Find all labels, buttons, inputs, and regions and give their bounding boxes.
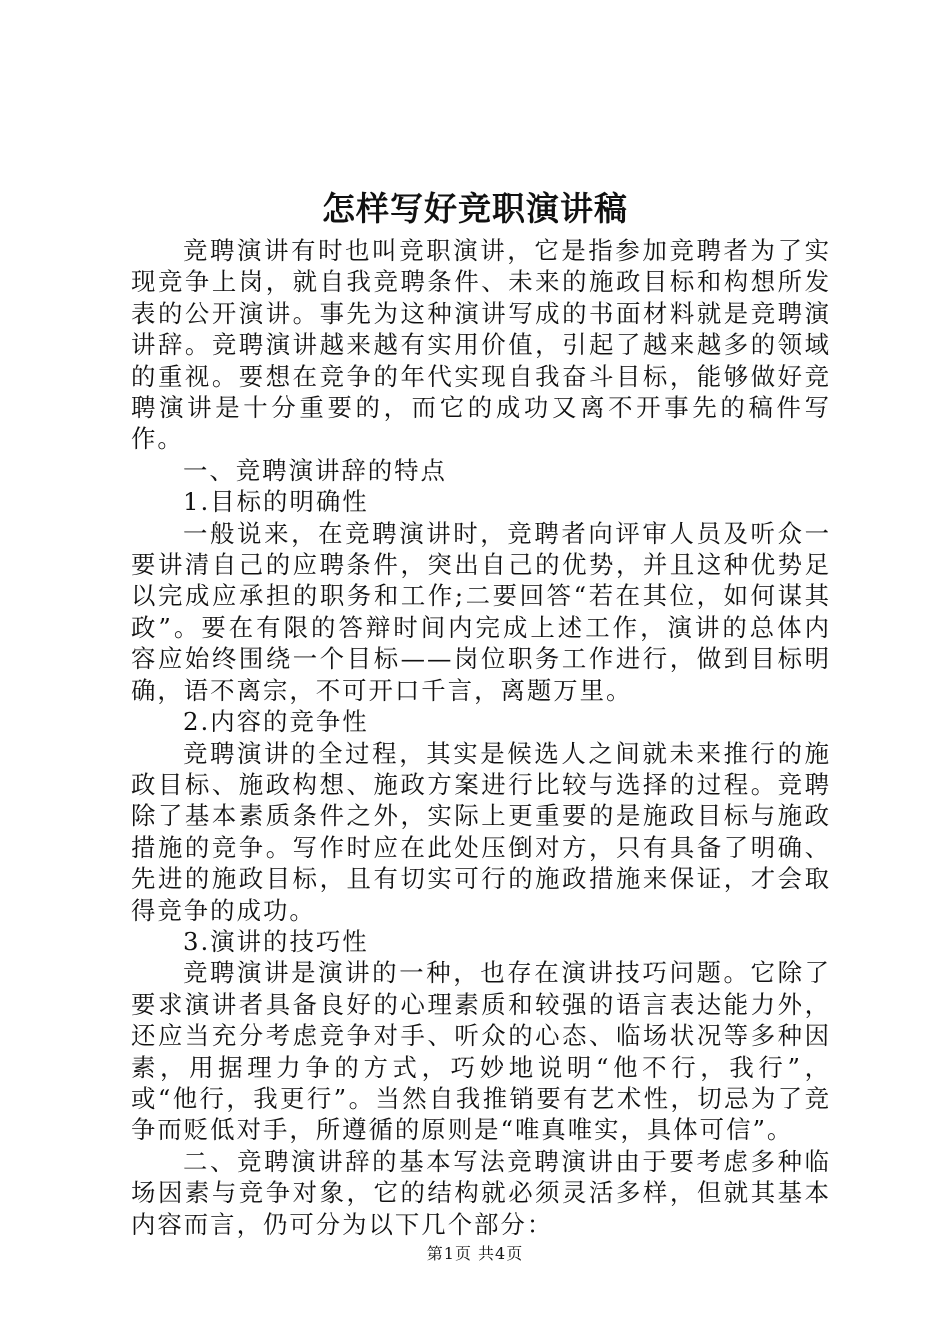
subheading-3: 3.演讲的技巧性 — [183, 926, 369, 956]
page-footer: 第1页 共4页 — [426, 1244, 524, 1263]
paragraph-2: 竞聘演讲的全过程，其实是候选人之间就未来推行的施政目标、施政构想、施政方案进行比较与选择的过程。竞聘除了基本素质条件之外，实际上更重要的是施政目标与施政措施的竞争。写作时应在此处压倒对方，只有具备了明确、先进的施政目标，且有切实可行的施政措施来保证，才会取得竞争的成功。 — [131, 738, 831, 925]
paragraph-intro: 竞聘演讲有时也叫竞职演讲，它是指参加竞聘者为了实现竞争上岗，就自我竞聘条件、未来的施政目标和构想所发表的公开演讲。事先为这种演讲写成的书面材料就是竞聘演讲辞。竞聘演讲越来越有实用价值，引起了越来越多的领域的重视。要想在竞争的年代实现自我奋斗目标，能够做好竞聘演讲是十分重要的，而它的成功又离不开事先的稿件写作。 — [131, 236, 831, 454]
section-heading-2: 二、竞聘演讲辞的基本写法竞聘演讲由于要考虑多种临场因素与竞争对象，它的结构就必须灵活多样，但就其基本内容而言，仍可分为以下几个部分： — [131, 1146, 831, 1239]
subheading-2: 2.内容的竞争性 — [183, 707, 369, 737]
paragraph-1: 一般说来，在竞聘演讲时，竞聘者向评审人员及听众一要讲清自己的应聘条件，突出自己的优势，并且这种优势足以完成应承担的职务和工作;二要回答“若在其位，如何谋其政”。要在有限的答辩时间内完成上述工作，演讲的总体内容应始终围绕一个目标——岗位职务工作进行，做到目标明确，语不离宗，不可开口千言，离题万里。 — [131, 518, 831, 705]
document-body — [131, 235, 831, 1240]
subheading-1: 1.目标的明确性 — [183, 487, 369, 517]
document-title: 怎样写好竞职演讲稿 — [322, 189, 628, 228]
section-heading-1: 一、竞聘演讲辞的特点 — [183, 455, 447, 485]
paragraph-3: 竞聘演讲是演讲的一种，也存在演讲技巧问题。它除了要求演讲者具备良好的心理素质和较强的语言表达能力外，还应当充分考虑竞争对手、听众的心态、临场状况等多种因素，用据理力争的方式，巧妙地说明“他不行，我行”，或“他行，我更行”。当然自我推销要有艺术性，切忌为了竞争而贬低对手，所遵循的原则是“唯真唯实，具体可信”。 — [131, 958, 831, 1145]
